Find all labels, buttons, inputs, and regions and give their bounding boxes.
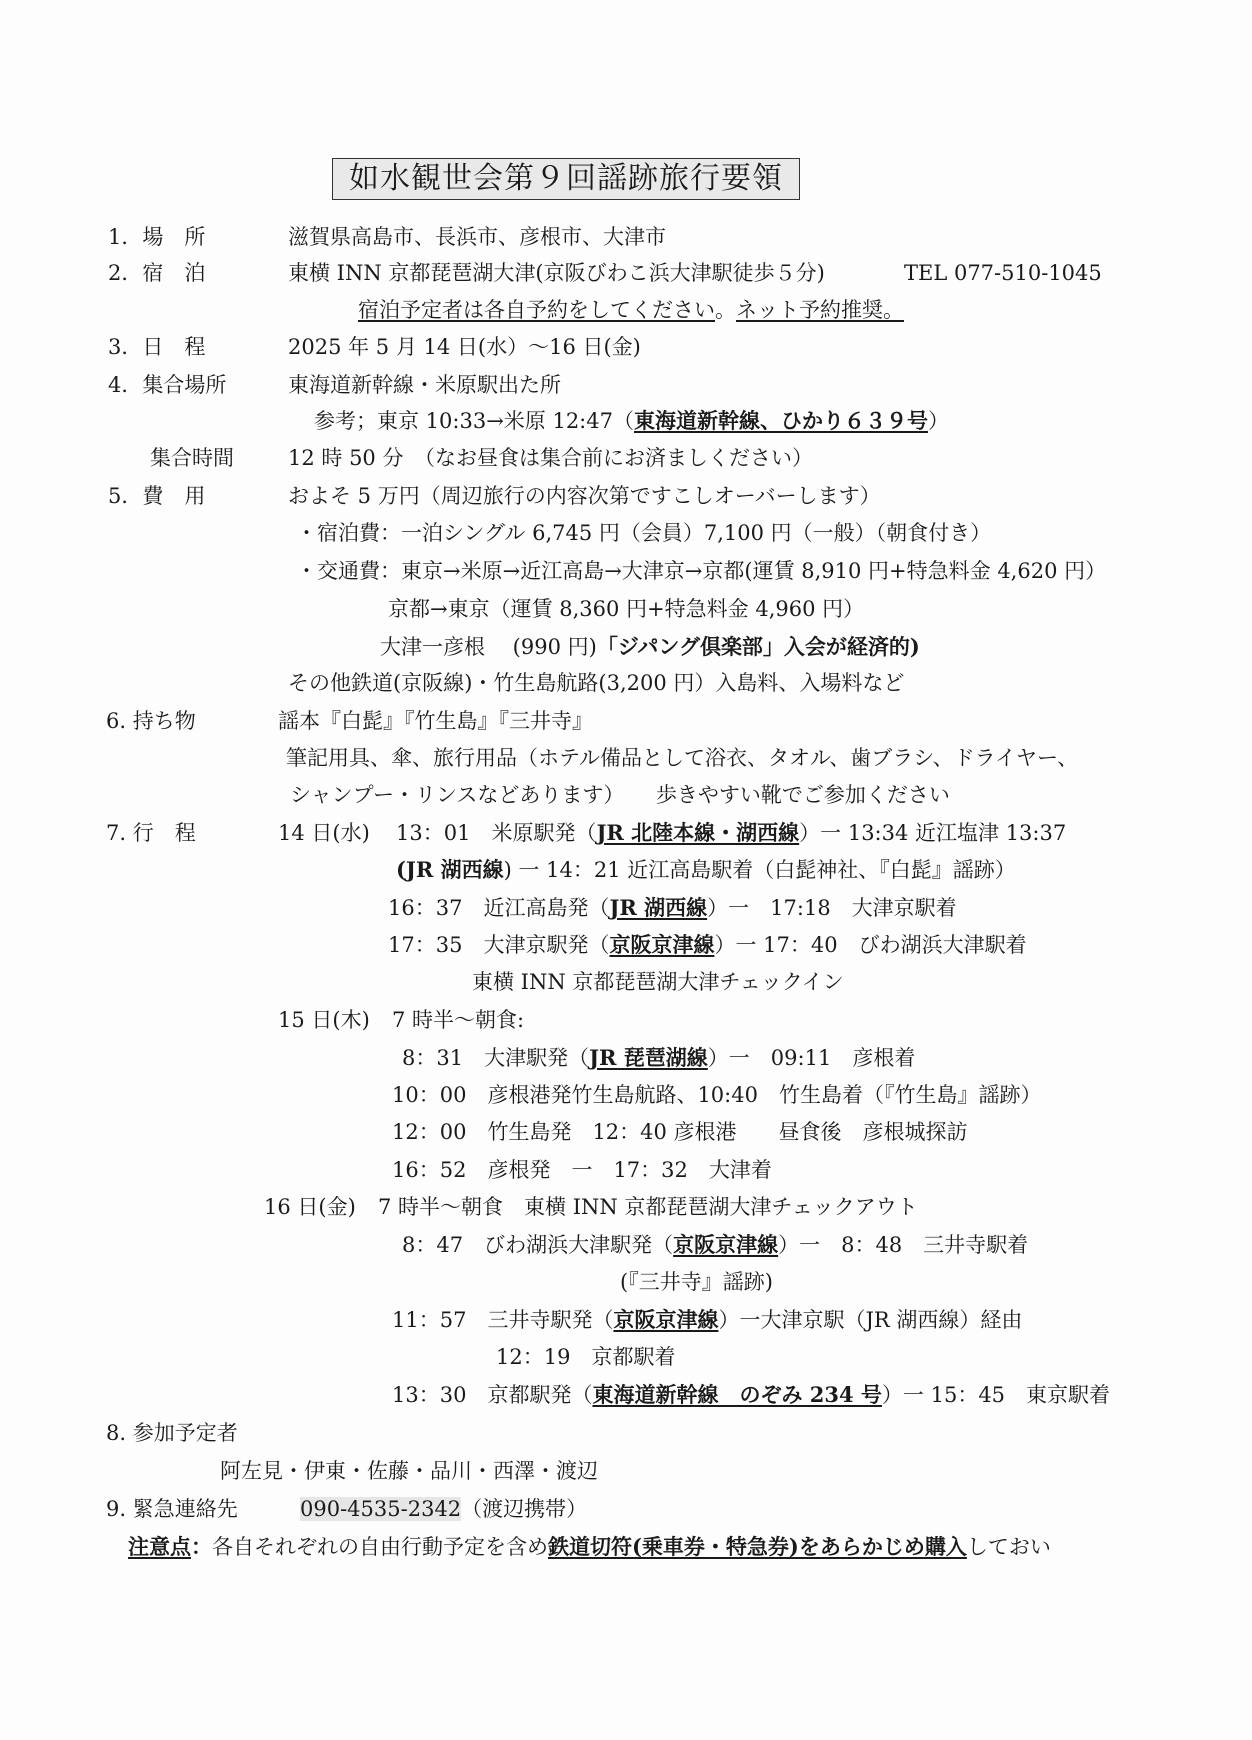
- cost-transport: ・交通費：東京→米原→近江高島→大津京→京都(運賃 8,910 円+特急料金 4,620 円）: [296, 559, 1107, 583]
- ref-pre: 参考；東京 10:33→米原 12:47（: [314, 409, 634, 433]
- day-16-line-2: (『三井寺』謡跡): [620, 1270, 773, 1294]
- item-cost-text: およそ 5 万円（周辺旅行の内容次第ですこしオーバーします）: [288, 484, 881, 508]
- day-16-line-5: 13：30 京都駅発（東海道新幹線 のぞみ 234 号）一 15：45 東京駅着: [392, 1382, 1111, 1407]
- day-15-breakfast: 7 時半～朝食:: [392, 1008, 525, 1032]
- day-15-line-3: 12：00 竹生島発 12：40 彦根港 昼食後 彦根城探訪: [392, 1120, 968, 1144]
- belongings-line-1: 謡本『白髭』『竹生島』『三井寺』: [278, 709, 593, 733]
- day-16-checkout: 7 時半～朝食 東横 INN 京都琵琶湖大津チェックアウト: [378, 1195, 918, 1219]
- day-16-line-1: 8：47 びわ湖浜大津駅発（京阪京津線）一 8：48 三井寺駅着: [402, 1232, 1029, 1257]
- day-15-line-1: 8：31 大津駅発（JR 琵琶湖線）一 09:11 彦根着: [402, 1045, 916, 1070]
- day-15-label: 15 日(木): [278, 1008, 370, 1032]
- day-14-line-3: 16：37 近江高島発（JR 湖西線）一 17:18 大津京駅着: [388, 895, 957, 920]
- item-stay-note: [358, 295, 904, 325]
- train-keihan-keishin-3: 京阪京津線: [613, 1307, 719, 1332]
- belongings-line-2: 筆記用具、傘、旅行用品（ホテル備品として浴衣、タオル、歯ブラシ、ドライヤー、: [286, 746, 1079, 770]
- item-stay-label: 2．宿 泊: [108, 261, 206, 285]
- item-place-text: 滋賀県高島市、長浜市、彦根市、大津市: [288, 225, 666, 249]
- meeting-time-label: 集合時間: [150, 446, 234, 470]
- item-cost-label: 5．費 用: [108, 484, 206, 508]
- meeting-time-text: 12 時 50 分 （なお昼食は集合前にお済ましください）: [288, 446, 813, 470]
- train-jr-kosei: (JR 湖西線: [396, 857, 504, 882]
- emergency-phone: 090-4535-2342: [300, 1497, 462, 1521]
- item-emergency-label: 9. 緊急連絡先: [106, 1497, 238, 1521]
- stay-note-online: ネット予約推奨。: [736, 298, 904, 322]
- item-itinerary-label: 7. 行 程: [106, 821, 196, 845]
- train-keihan-keishin: 京阪京津線: [609, 932, 715, 957]
- item-place-label: 1．場 所: [108, 225, 206, 249]
- day-14-line-5: 東横 INN 京都琵琶湖大津チェックイン: [472, 970, 844, 994]
- document-title: 如水観世会第９回謡跡旅行要領: [332, 158, 800, 200]
- train-jr-hokuriku: JR 北陸本線・湖西線: [596, 820, 800, 845]
- train-jr-kosei-2: JR 湖西線: [609, 895, 708, 920]
- day-16-label: 16 日(金): [264, 1195, 356, 1219]
- item-participants-label: 8. 参加予定者: [106, 1421, 238, 1445]
- day-15-line-4: 16：52 彦根発 一 17：32 大津着: [392, 1158, 772, 1182]
- ref-train: 東海道新幹線、ひかり６３９号: [633, 408, 928, 433]
- day-15-line-2: 10：00 彦根港発竹生島航路、10:40 竹生島着（『竹生島』謡跡）: [392, 1083, 1042, 1107]
- item-stay-text: 東横 INN 京都琵琶湖大津(京阪びわこ浜大津駅徒歩５分): [288, 261, 825, 285]
- train-jr-biwako: JR 琵琶湖線: [589, 1045, 708, 1070]
- item-meeting-label: 4．集合場所: [108, 373, 227, 397]
- day-14-line-1: 13：01 米原駅発（JR 北陸本線・湖西線）一 13:34 近江塩津 13:37: [396, 820, 1067, 845]
- stay-note-reserve: 宿泊予定者は各自予約をしてください: [358, 298, 715, 322]
- stay-note-sep: 。: [715, 298, 736, 322]
- day-14-label: 14 日(水): [278, 821, 370, 845]
- day-14-line-2: (JR 湖西線) 一 14：21 近江高島駅着（白髭神社、『白髭』謡跡）: [396, 857, 1016, 882]
- day-14-line-4: 17：35 大津京駅発（京阪京津線）一 17：40 びわ湖浜大津駅着: [388, 932, 1027, 957]
- item-belongings-label: 6. 持ち物: [106, 709, 196, 733]
- caution-label: 注意点: [128, 1534, 191, 1559]
- cost-otsu-hikone: [380, 632, 920, 662]
- belongings-line-3: シャンプー・リンスなどあります） 歩きやすい靴でご参加ください: [290, 783, 950, 807]
- caution-emphasis: 鉄道切符(乗車券・特急券)をあらかじめ購入: [548, 1534, 967, 1559]
- otsu-hikone-note: 「ジパング倶楽部」入会が経済的): [596, 634, 920, 659]
- participants-names: 阿左見・伊東・佐藤・品川・西澤・渡辺: [220, 1459, 598, 1483]
- item-meeting-text: 東海道新幹線・米原駅出た所: [288, 373, 561, 397]
- ref-post: ）: [927, 409, 949, 433]
- item-date-label: 3．日 程: [108, 335, 206, 359]
- day-16-line-3: 11：57 三井寺駅発（京阪京津線）一大津京駅（JR 湖西線）経由: [392, 1307, 1023, 1332]
- cost-other: その他鉄道(京阪線)・竹生島航路(3,200 円）入島料、入場料など: [288, 671, 905, 695]
- item-meeting-reference: [314, 406, 949, 436]
- cost-lodging: ・宿泊費：一泊シングル 6,745 円（会員）7,100 円（一般）（朝食付き）: [296, 521, 992, 545]
- item-stay-tel: TEL 077-510-1045: [904, 261, 1102, 285]
- train-keihan-keishin-2: 京阪京津線: [673, 1232, 779, 1257]
- caution-note: 注意点：各自それぞれの自由行動予定を含め鉄道切符(乗車券・特急券)をあらかじめ購入しておい: [128, 1534, 1051, 1559]
- cost-kyoto-tokyo: 京都→東京（運賃 8,360 円+特急料金 4,960 円）: [388, 597, 865, 621]
- otsu-hikone-fare: 大津一彦根 (990 円): [380, 635, 597, 659]
- item-date-text: 2025 年 5 月 14 日(水）～16 日(金): [288, 335, 641, 359]
- train-nozomi: 東海道新幹線 のぞみ 234 号: [592, 1382, 882, 1407]
- emergency-note: （渡辺携帯）: [461, 1497, 588, 1521]
- emergency-contact: [300, 1494, 587, 1524]
- day-16-line-4: 12：19 京都駅着: [496, 1345, 676, 1369]
